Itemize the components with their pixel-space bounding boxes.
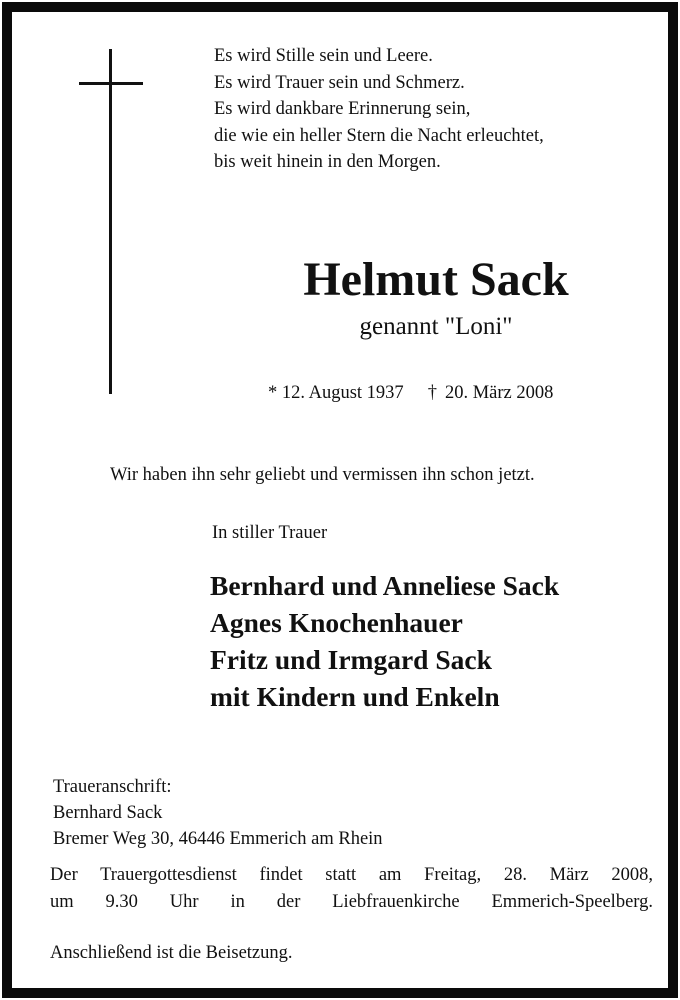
dagger-icon: † [427,383,437,403]
birth-date: * 12. August 1937 [268,383,404,403]
death-date: 20. März 2008 [444,383,554,403]
address-label: Traueranschrift: [53,777,172,797]
cross-icon [109,49,112,394]
service-line: um 9.30 Uhr in der Liebfrauenkirche Emmerich-Speelberg. [50,891,653,912]
poem [214,43,544,176]
service-info [50,862,653,915]
mourner-line: Agnes Knochenhauer [210,607,463,638]
service-line: Der Trauergottesdienst findet statt am Freitag, 28. März 2008, [50,865,653,885]
deceased-nickname: genannt "Loni" [359,313,513,340]
poem-line: Es wird Trauer sein und Schmerz. [214,72,465,93]
mourners-list [210,567,559,715]
obituary-frame [2,2,678,998]
poem-line: die wie ein heller Stern die Nacht erleuchtet, [214,125,544,146]
mourner-line: mit Kindern und Enkeln [210,681,500,712]
mourning-intro: In stiller Trauer [212,523,328,543]
deceased-name: Helmut Sack [303,253,569,306]
address-name: Bernhard Sack [53,803,163,823]
tribute-text: Wir haben ihn sehr geliebt und vermissen ihn schon jetzt. [110,465,535,485]
cross-icon-crossbar [79,82,143,85]
mourner-line: Bernhard und Anneliese Sack [210,570,560,601]
burial-note: Anschließend ist die Beisetzung. [50,943,293,963]
poem-line: Es wird Stille sein und Leere. [214,46,433,66]
life-dates [268,381,553,405]
address-street-city: Bremer Weg 30, 46446 Emmerich am Rhein [53,829,383,849]
mourning-address [53,774,383,852]
mourner-line: Fritz und Irmgard Sack [210,644,492,675]
poem-line: Es wird dankbare Erinnerung sein, [214,99,471,119]
poem-line: bis weit hinein in den Morgen. [214,152,441,172]
